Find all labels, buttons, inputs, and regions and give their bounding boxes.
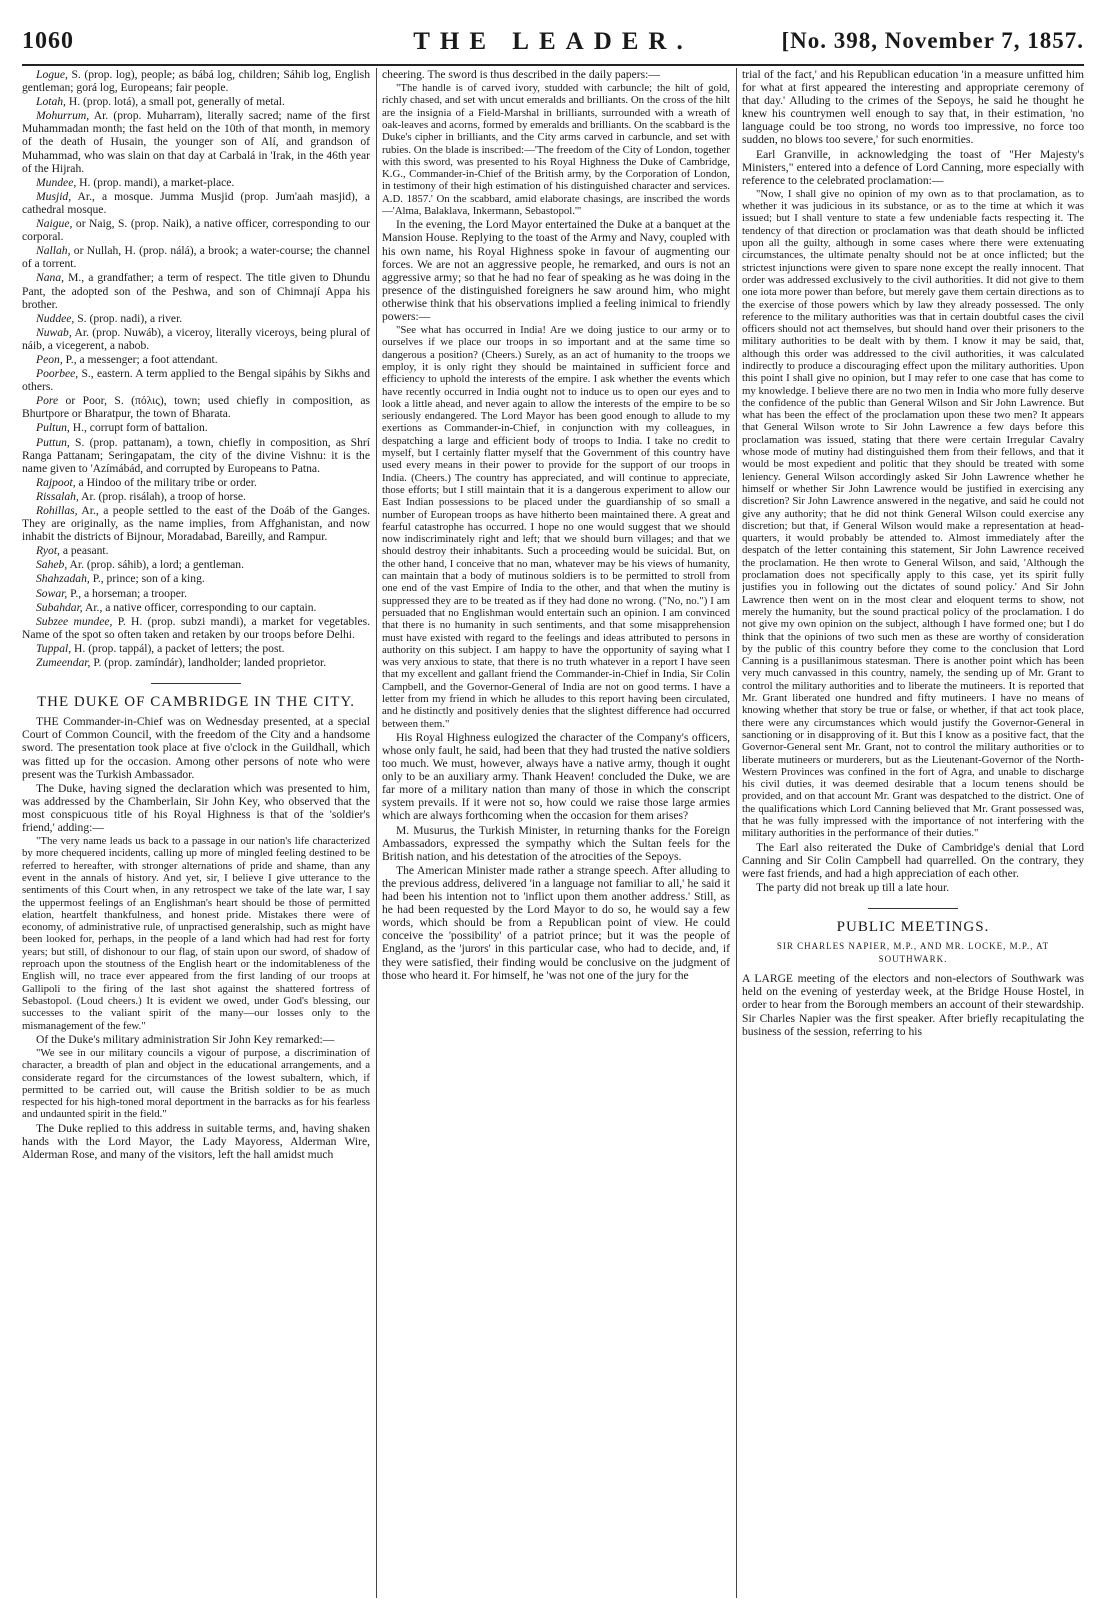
newspaper-title: THE LEADER. (413, 28, 693, 55)
glossary-term: Rajpoot, (36, 475, 76, 489)
glossary-entry (22, 312, 370, 325)
public-meetings-subheading: SIR CHARLES NAPIER, M.P., AND MR. LOCKE, M.P., AT SOUTHWARK. (776, 941, 1050, 965)
glossary-entry (22, 656, 370, 669)
article-paragraph: THE Commander-in-Chief was on Wednesday presented, at a special Court of Common Council, with the freedom of the City and a handsome sword. The presentation took place at five o'clock in the Guildhall, which was fitted up for the occasion. Among other persons of note who were present was the Turkish Ambassador. (22, 715, 370, 781)
glossary-definition: Ar., a mosque. Jumma Musjid (prop. Jum'aah masjid), a cathedral mosque. (22, 189, 370, 216)
issue-date: [No. 398, November 7, 1857. (781, 28, 1084, 53)
glossary-definition: a Hindoo of the military tribe or order. (78, 475, 257, 489)
glossary-term: Pore (36, 394, 59, 408)
glossary-term: Nana, (36, 271, 65, 285)
glossary-term: Zumeendar, (36, 656, 91, 670)
glossary-definition: S. (prop. log), people; as bábá log, children; Sáhib log, English gentleman; gorá log, Europeans; fair people. (22, 68, 370, 95)
column-2 (382, 68, 730, 1598)
article-paragraph: Earl Granville, in acknowledging the toast of "Her Majesty's Ministers," entered into a defence of Lord Canning, more especially with reference to the celebrated proclamation:— (742, 147, 1084, 187)
glossary-term: Nuddee, (36, 311, 75, 325)
glossary-entry (22, 109, 370, 174)
glossary-entry (22, 176, 370, 189)
glossary-definition: Ar. (prop. Nuwáb), a viceroy, literally viceroys, being plural of náib, a vicegerent, a nabob. (22, 325, 370, 352)
glossary-term: Naigue, (36, 217, 73, 231)
glossary-entry (22, 394, 370, 420)
quoted-speech: "See what has occurred in India! Are we doing justice to our army or to ourselves if we place our troops in so important and at the same time so dangerous a position? (Cheers.) Surely, as an act of humanity to the troops we employ, it is only right they should be maintained in sufficient force and efficiency to uphold the interests of the empire. I ask whether the events which have recently occurred in India ought not to induce us to open our eyes and to look a little ahead, and never again to allow the interests of the empire to be so seriously endangered. The Lord Mayor has been good enough to allude to my exertions as Commander-in-Chief, in conjunction with my colleagues, in despatching a large and efficient body of troops to India. I take no credit to myself, but I certainly flatter myself that the Government of this country have used every means in their power to provide for the support of our troops in India. (Cheers.) The country has appreciated, and will continue to appreciate, those efforts; but I still maintain that it is a dangerous experiment to allow our East Indian possessions to be placed under the guardianship of so small a number of European troops as have hitherto been maintained there. A great and fearful catastrophe has occurred. I hope no one would suggest that we should now indiscriminately right and left; that we should burn villages; and that we should destroy their inhabitants. Such a proceeding would be suicidal. But, on the other hand, I conceive that no man, whatever may be his views of humanity, can maintain that a body of mutinous soldiers is to be permitted to stroll from one end of the vast Empire of India to the other, and that when the mutiny is suppressed they are to be treated as if they had done no wrong. ("No, no.") I am persuaded that no Englishman would entertain such an opinion. I am convinced that there is no humanity in such sentiments, and that some misapprehension must have existed with regard to the feelings and ideas attributed to persons in authority on this subject. I am happy to have the opportunity of saying what I was very anxious to state, that there is no truth whatever in a report I have seen that my excellent and gallant friend the Commander-in-Chief in India, Sir Colin Campbell, and the Governor-General of India are not on good terms. I have a letter from my friend in which he alludes to this report having been circulated, and he distinctly and positively denies that the slightest difference had occurred between them." (382, 324, 730, 730)
glossary-definition: Ar., a native officer, corresponding to our captain. (84, 600, 317, 614)
glossary-term: Mundee, (36, 175, 77, 189)
glossary-entry (22, 271, 370, 310)
glossary-term: Tuppal, (36, 641, 72, 655)
glossary-term: Ryot, (36, 544, 60, 558)
glossary-entry (22, 367, 370, 393)
article-paragraph: The Earl also reiterated the Duke of Cambridge's denial that Lord Canning and Sir Colin Campbell had quarrelled. On the contrary, they were fast friends, and had a high appreciation of each other. (742, 840, 1084, 880)
glossary-entry (22, 190, 370, 216)
glossary-entry (22, 326, 370, 352)
article-paragraph: M. Musurus, the Turkish Minister, in returning thanks for the Foreign Ambassadors, expressed the sympathy which the Sultan feels for the British nation, and his detestation of the atrocities of the Sepoys. (382, 823, 730, 863)
glossary-definition: Ar. (prop. risálah), a troop of horse. (81, 489, 246, 503)
glossary-entry (22, 558, 370, 571)
article-paragraph: His Royal Highness eulogized the character of the Company's officers, whose only fault, he said, had been that they had trusted the native soldiers too much. We must, however, always have a native army, though it ought only to be an auxiliary army. Thank Heaven! concluded the Duke, we are far more of a military nation than many of those in which the conscript system prevails. If it were not so, how could we raise those large armies which are always forthcoming when the occasion for them arises? (382, 730, 730, 823)
glossary-definition: or Nullah, H. (prop. nálá), a brook; a water-course; the channel of a torrent. (22, 244, 370, 271)
glossary-entry (22, 587, 370, 600)
quoted-speech: "We see in our military councils a vigour of purpose, a discrimination of character, a breadth of plan and object in the educational arrangements, and a considerate regard for the circumstances of the lowest subaltern, which, if permitted to be carried out, will cause the British soldier to be as much respected for his high-toned moral deportment in the barracks as for his fearless and undaunted spirit in the field." (22, 1046, 370, 1121)
header-rule (22, 64, 1084, 66)
glossary-definition: P. H. (prop. subzi mandi), a market for vegetables. Name of the spot so often taken and retaken by our troops before Delhi. (22, 614, 370, 641)
glossary-term: Musjid, (36, 189, 72, 203)
glossary-term: Nallah, (36, 244, 71, 258)
glossary-definition: S., eastern. A term applied to the Bengal sipáhis by Sikhs and others. (22, 367, 370, 394)
glossary-term: Puttun, (36, 435, 70, 449)
public-meetings-heading: PUBLIC MEETINGS. (836, 918, 990, 935)
glossary-term: Pultun, (36, 421, 70, 435)
glossary-entry (22, 572, 370, 585)
glossary-definition: S. (prop. nadi), a river. (77, 311, 183, 325)
column-3 (742, 68, 1084, 1598)
glossary-definition: Ar. (prop. Muharram), literally sacred; name of the first Muhammadan month; the fast held on the 10th of that month, in memory of the death of Husain, the younger son of Alí, and grandson of Muhammad, who was slain on that day at Carbalá in 'Irak, in the 46th year of the Hijrah. (22, 109, 370, 175)
glossary-term: Peon, (36, 352, 63, 366)
section-separator (868, 908, 958, 909)
article-paragraph: The American Minister made rather a strange speech. After alluding to the previous address, delivered 'in a language not familiar to all,' he said it had been his intention not to 'inflict upon them another address.' Still, as he had been requested by the Lord Mayor to do so, he would say a few words, which should be from a Republican point of view. He could conceive the 'possibility' of a patriot prince; but it was the people of England, as the 'jurors' in this particular case, who had to decide, and, if they were satisfied, their finding would be conclusive on the judgment of those who heard it. For himself, he 'was not one of the jury for the (382, 863, 730, 982)
glossary-term: Sowar, (36, 586, 68, 600)
glossary-term: Shahzadah, (36, 572, 90, 586)
glossary-definition: a peasant. (62, 544, 109, 558)
glossary-definition: H. (prop. tappál), a packet of letters; the post. (74, 641, 285, 655)
public-meetings-text: A LARGE meeting of the electors and non-electors of Southwark was held on the evening of yesterday week, at the Bridge House Hostel, in order to hear from the Borough members an account of their stewardship. Sir Charles Napier was the first speaker. After briefly recapitulating the business of the session, referring to his (742, 972, 1084, 1038)
glossary-entry (22, 490, 370, 503)
column-divider (736, 68, 737, 1598)
glossary-entry (22, 95, 370, 108)
glossary-entry (22, 642, 370, 655)
glossary-entry (22, 244, 370, 270)
quoted-speech: "The very name leads us back to a passage in our nation's life characterized by more chequered incidents, calling up more of mingled feeling destined to be referred to hereafter, with stronger alternations of pride and shame, than any event in the annals of history. And yet, sir, I believe I give utterance to the sentiments of this Court when, in any retrospect we take of the late war, I say the uppermost feelings of an Englishman's heart should be those of permitted elation, heartfelt thankfulness, and honest pride. Mistakes there were of economy, of administrative rule, of unpractised generalship, such as might have been looked for, perhaps, in the people of a land which had had rest for forty years; but still, of dishonour to our flag, of stain upon our sword, of shadow of reproach upon the stoutness of the English heart or the indomitableness of the English will, no trace ever appeared from the first landing of our troops at Gallipoli to the firing of the last shot against the shattered fortress of Sebastopol. (Loud cheers.) It is evident we owed, under God's blessing, our successes to the valiant spirit of the many—our losses only to the mismanagement of the few." (22, 835, 370, 1032)
glossary-term: Subahdar, (36, 600, 83, 614)
glossary-entry (22, 353, 370, 366)
glossary-entry (22, 476, 370, 489)
glossary-definition: S. (prop. pattanam), a town, chiefly in composition, as Shrí Ranga Pattanam; Seringapatam, the city of the divine Vishnu: it is the name given to 'Azímábád, and corrupted by Europeans to Patna. (22, 435, 370, 475)
glossary-definition: H. (prop. mandi), a market-place. (79, 175, 235, 189)
duke-article-col2 (382, 68, 730, 982)
glossary-term: Mohurrum, (36, 109, 90, 123)
glossary-term: Logue, (36, 68, 68, 81)
section-separator (151, 683, 241, 684)
continued-paragraph: cheering. The sword is thus described in the daily papers:— (382, 68, 660, 81)
glossary-term: Poorbee, (36, 367, 79, 381)
glossary-entry (22, 421, 370, 434)
masthead (22, 22, 1084, 60)
glossary-definition: P., a horseman; a trooper. (70, 586, 188, 600)
glossary-term: Lotah, (36, 95, 66, 109)
article-paragraph: Of the Duke's military administration Sir John Key remarked:— (36, 1032, 335, 1046)
glossary-definition: Ar. (prop. sáhib), a lord; a gentleman. (69, 558, 245, 572)
glossary-definition: P., prince; son of a king. (92, 572, 205, 586)
glossary-definition: P. (prop. zamíndár), landholder; landed proprietor. (93, 656, 327, 670)
glossary-definition: M., a grandfather; a term of respect. The title given to Dhundu Pant, the adopted son of the Peshwa, and son of Chimnají Appa his brother. (22, 271, 370, 311)
glossary-entry (22, 217, 370, 243)
column-divider (376, 68, 377, 1598)
glossary-entry (22, 544, 370, 557)
glossary-term: Nuwab, (36, 325, 72, 339)
glossary-definition: P., a messenger; a foot attendant. (65, 352, 218, 366)
glossary-entry (22, 436, 370, 475)
continued-paragraph: trial of the fact,' and his Republican education 'in a measure unfitted him for what at first appeared the interesting and appropriate ceremony of that day.' Alluding to the crimes of the Sepoys, he said he thought he knew his countrymen well enough to say that, in their estimation, 'no language could be too strong, no words too impressive, no force too sudden, no blows too severe,' for such enormities. (742, 68, 1084, 147)
glossary-definition: Ar., a people settled to the east of the Doáb of the Ganges. They are originally, as the name implies, from Affghanistan, and now inhabit the districts of Bijnour, Moradabad, Bareilly, and Rampur. (22, 504, 370, 544)
article-paragraph: The Duke replied to this address in suitable terms, and, having shaken hands with the Lord Mayor, the Lady Mayoress, Alderman Wire, Alderman Rose, and many of the visitors, left the hall amidst much (22, 1121, 370, 1161)
glossary-entry (22, 68, 370, 94)
article-paragraph: The Duke, having signed the declaration which was presented to him, was addressed by the Chamberlain, Sir John Key, who observed that the most conspicuous title of his Royal Highness is that of the 'soldier's friend,' adding:— (22, 781, 370, 834)
glossary-definition: or Naig, S. (prop. Naik), a native officer, corresponding to our corporal. (22, 217, 370, 244)
glossary-term: Rissalah, (36, 489, 79, 503)
glossary-definition: H., corrupt form of battalion. (72, 421, 208, 435)
glossary-definition: or Poor, S. (πόλις), town; used chiefly in composition, as Bhurtpore or Bharatpur, the town of Bharata. (22, 394, 370, 421)
glossary-term: Rohillas, (36, 504, 78, 517)
page-number: 1060 (22, 28, 74, 54)
article-paragraph: In the evening, the Lord Mayor entertained the Duke at a banquet at the Mansion House. Replying to the toast of the Army and Navy, coupled with his own name, his Royal Highness spoke in favour of augmenting our forces. We are not an aggressive people, he remarked, and ours is not an aggressive army; so that he had no fear of speaking as he was doing in the presence of the distinguished foreigners he saw around him, who might otherwise think that his observations implied a feeling inimical to friendly powers:— (382, 218, 730, 324)
glossary-definition: H. (prop. lotá), a small pot, generally of metal. (68, 95, 285, 109)
quoted-speech: "Now, I shall give no opinion of my own as to that proclamation, as to whether it was judicious in its substance, or as to the time at which it was issued; but I shall venture to state a few undeniable facts respecting it. The tendency of that direction or proclamation was that death should be inflicted upon all the guilty, although in some cases where there were extenuating circumstances, the ultimate penalty should not be at once inflicted; but the strictest injunctions were given to spare none except the really innocent. That order was addressed exclusively to the civil authorities. It did not give to them one iota more power than before, but merely gave them certain directions as to the exercise of those powers which by law they already possessed. The only reference to the military authorities was that in certain doubtful cases the civil officers should not act themselves, but should hand over their prisoners to the military authorities to be dealt with by them. I know it may be said, that, although this order was addressed to the civil authorities, it was calculated indirectly to produce a discouraging effect upon the military authorities. Upon this point I shall give no opinion, but I may refer to one case that has come to my knowledge. I believe there are no two men in India who more fully deserve the confidence of the public than General Wilson and Sir John Lawrence. But what has been the effect of the proclamation upon these two men? It appears that General Wilson wrote to Sir John Lawrence a few days before this proclamation was issued, stating that there were certain Irregular Cavalry whose mode of mutiny had distinguished them from their fellows, and that it would be most expedient and politic that they should be treated with some leniency. General Wilson accordingly asked Sir John Lawrence whether he himself or whether Sir John Lawrence would be justified in exercising any discretion? Sir John Lawrence answered in the negative, and said he could not give any authority; that he did not think General Wilson could exercise any discretion; but that, if General Wilson would make a representation at head-quarters, it would probably be attended to. Almost immediately after the despatch of the letter containing this statement, Sir John Lawrence received the proclamation. He then wrote to General Wilson, and said, 'Although the proclamation does not specifically apply to this case, yet its spirit fully justifies you in following out the dictates of sound policy.' And Sir John Lawrence then went on in the most clear and eloquent terms to show, not merely the humanity, but the sound practical policy of the proclamation. I do not give my own opinion on the subject, although I have formed one; but I do think that the opinions of two such men as these are worthy of consideration by the public of this country before they come to the conclusion that Lord Canning is a pusillanimous statesman. There is another point which has been very much canvassed in this country, namely, the sending up of Mr. Grant to control the military authorities and to liberate the mutineers. It is reported that Mr. Grant liberated one hundred and fifty mutineers. I have no means of knowing whether that story be true or false, or whether, if that act took place, there were any circumstances which would justify the Governor-General in sanctioning or in disapproving of it. But this I know as a positive fact, that the Governor-General sent Mr. Grant, not to control the military authorities or to liberate mutineers or murderers, but as the Lieutenant-Governor of the North-Western Provinces was confined in the fort of Agra, and unable to discharge his civil duties, it was deemed desirable that a locum tenens should be provided, and on that account Mr. Grant was despatched to the district. One of the qualifications which Lord Canning believed that Mr. Grant possessed was, that he was fully impressed with the importance of not interfering with the military authorities in the performance of their duties." (742, 187, 1084, 840)
quoted-speech: "The handle is of carved ivory, studded with carbuncle; the hilt of gold, richly chased, and set with uncut emeralds and brilliants. On the cross of the hilt are the insignia of a Field-Marshal in brilliants, surrounded with a wreath of oak-leaves and acorns, formed by emeralds and brilliants. On the scabbard is the Duke's cipher in brilliants, and the City arms carved in carbuncle, and set with rubies. On the blade is inscribed:—'The freedom of the City of London, together with this sword, was presented to his Royal Highness the Duke of Cambridge, K.G., Commander-in-Chief of the British army, by the Corporation of London, in testimony of their high estimation of his distinguished character and services. A.D. 1857.' On the scabbard, amid elaborate chasings, are inscribed the words—'Alma, Balaklava, Inkermann, Sebastopol.'" (382, 82, 730, 218)
glossary-entry (22, 615, 370, 641)
glossary-entry (22, 504, 370, 543)
duke-article-heading: THE DUKE OF CAMBRIDGE IN THE CITY. (36, 694, 356, 711)
duke-article-col1 (22, 715, 370, 1161)
column-1 (22, 68, 370, 1598)
glossary (22, 68, 370, 669)
glossary-term: Subzee mundee, (36, 614, 113, 628)
duke-article-col3 (742, 68, 1084, 894)
article-paragraph: The party did not break up till a late hour. (756, 880, 950, 894)
glossary-term: Saheb, (36, 558, 68, 572)
glossary-entry (22, 601, 370, 614)
